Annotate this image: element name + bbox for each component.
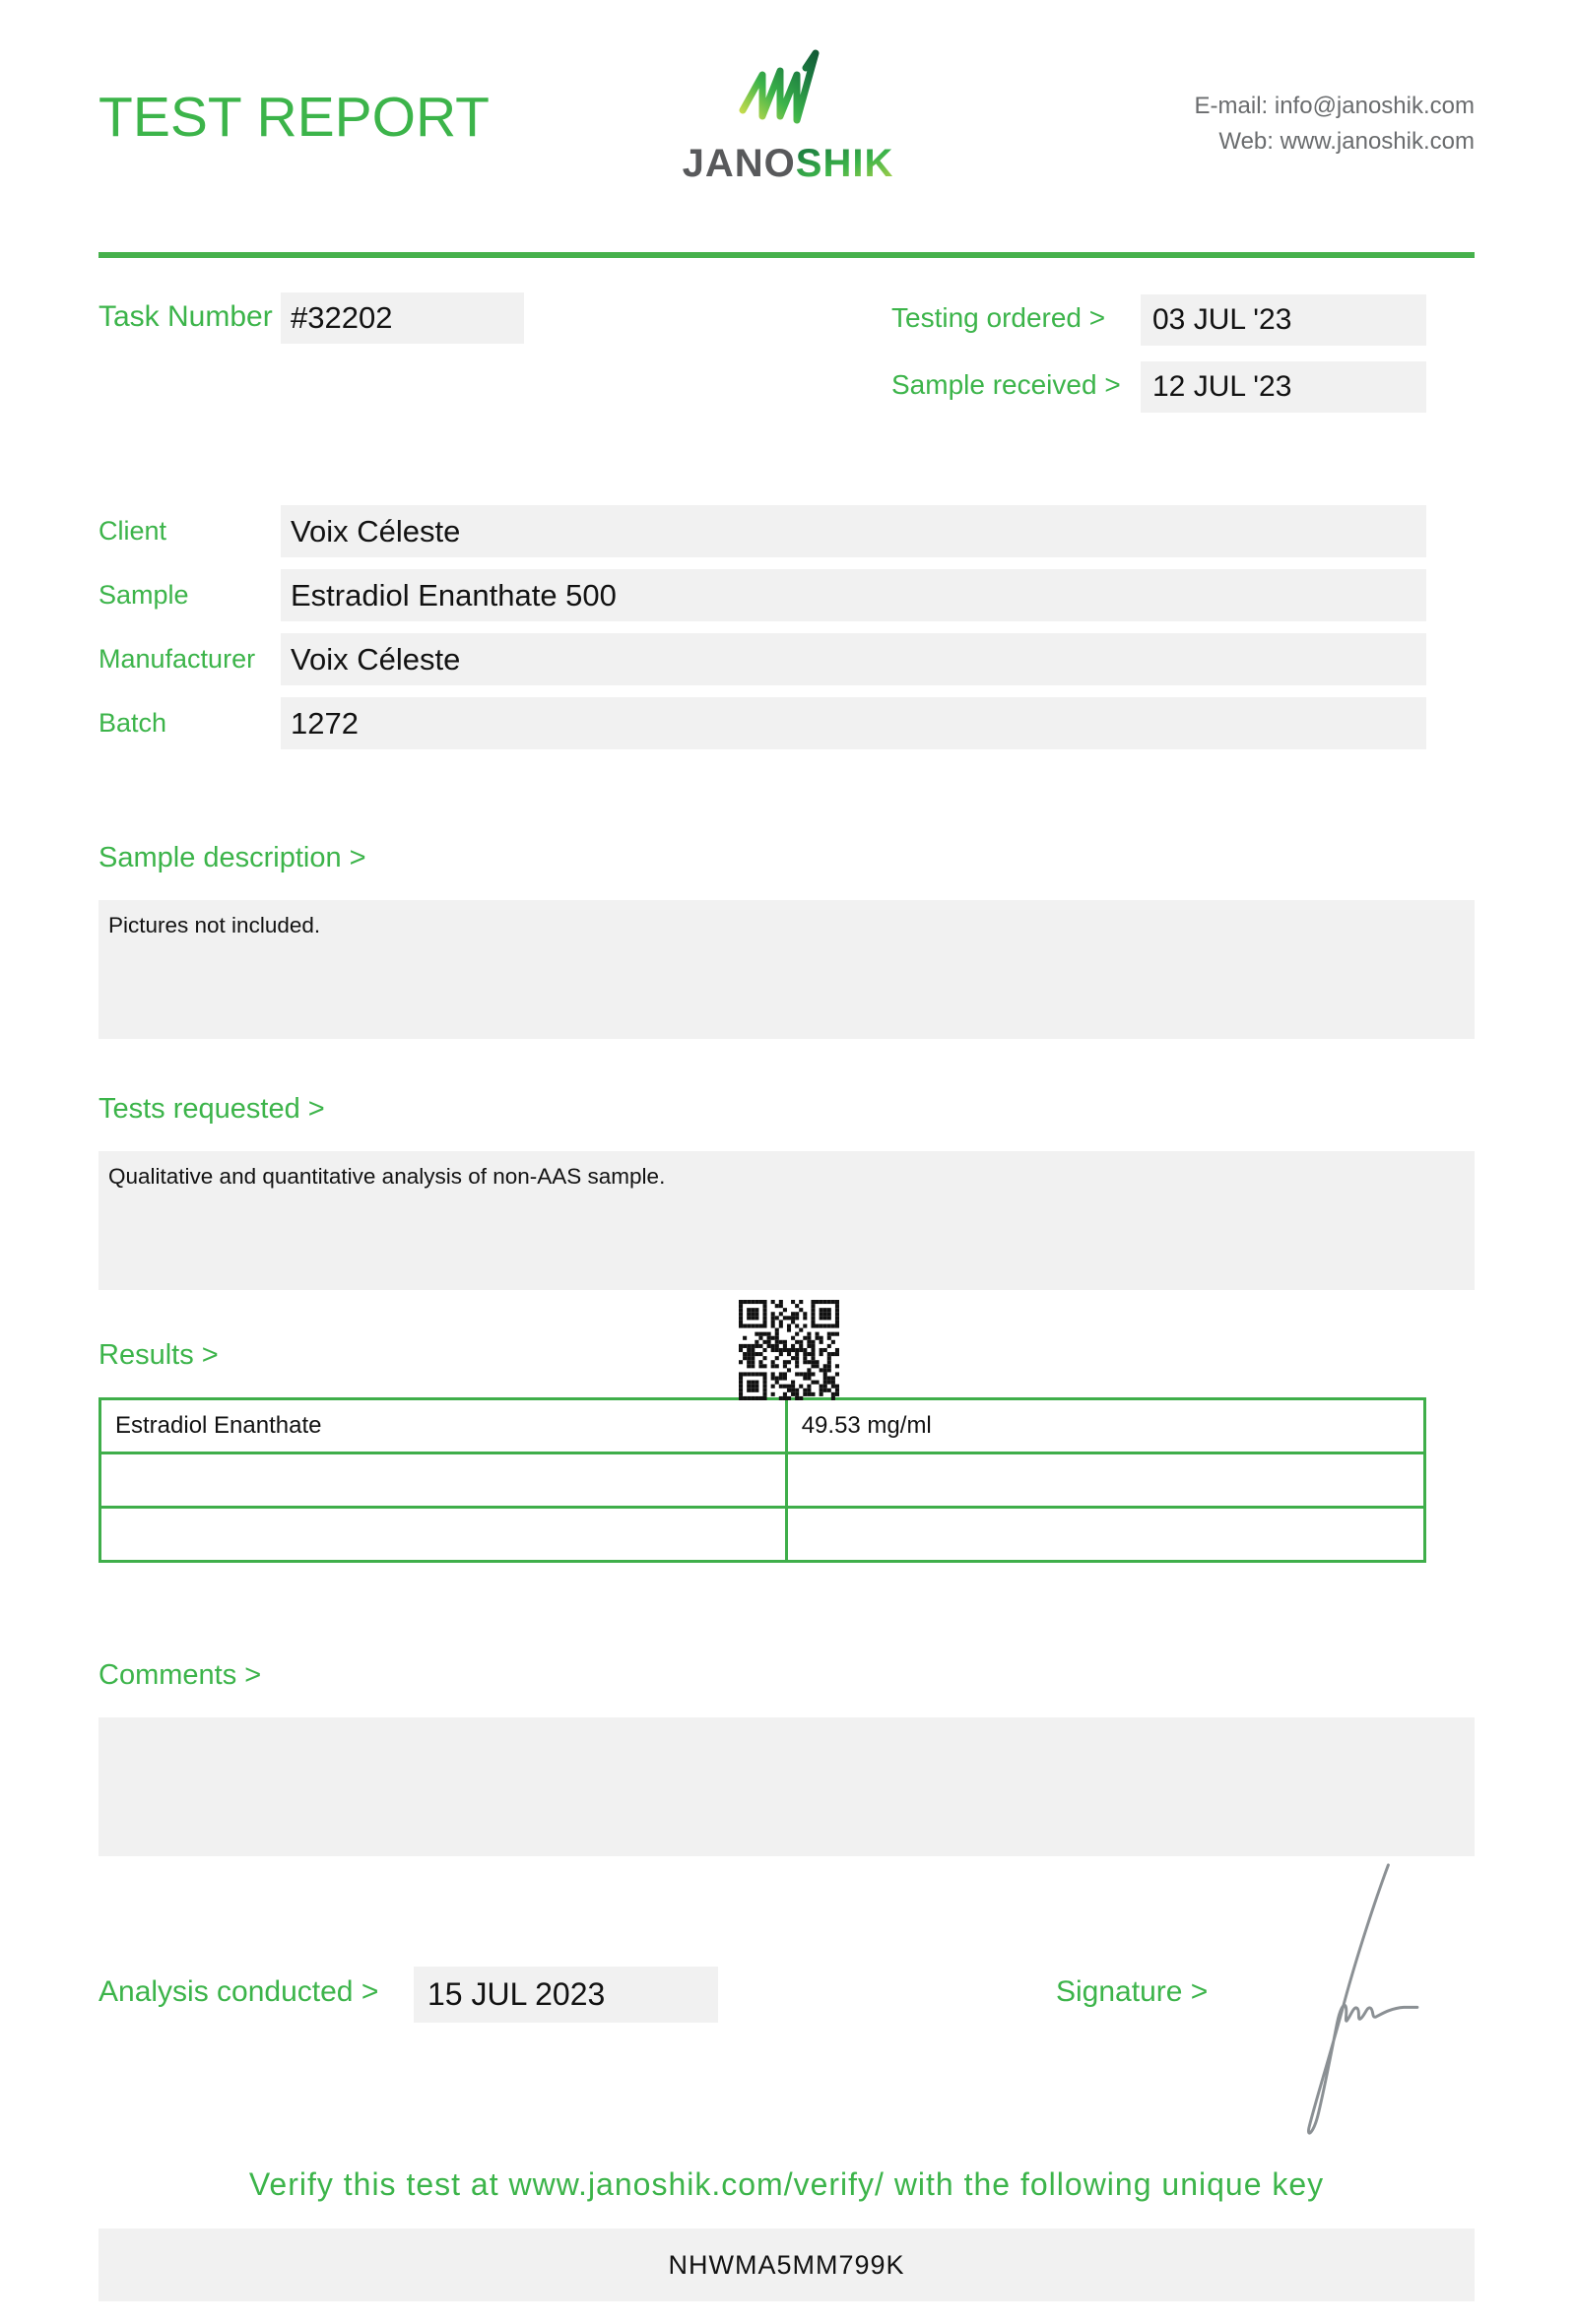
info-row-sample xyxy=(98,569,1475,621)
result-analyte xyxy=(100,1453,787,1508)
comments-section xyxy=(98,1659,1475,1856)
contact-web: Web: www.janoshik.com xyxy=(1218,128,1475,155)
testing-ordered-value: 03 JUL '23 xyxy=(1141,294,1426,346)
testing-ordered-label: Testing ordered > xyxy=(891,302,1106,333)
analysis-conducted-label: Analysis conducted > xyxy=(98,1975,379,2008)
task-section xyxy=(98,290,1475,423)
manufacturer-value: Voix Céleste xyxy=(281,633,1426,685)
contact-info xyxy=(1195,89,1475,160)
sample-description-box: Pictures not included. xyxy=(98,900,1475,1039)
batch-label: Batch xyxy=(98,708,167,738)
comments-heading: Comments > xyxy=(98,1659,262,1691)
logo-wordmark xyxy=(638,142,938,186)
sample-info-section xyxy=(98,505,1475,761)
sample-received-value: 12 JUL '23 xyxy=(1141,361,1426,413)
sample-value: Estradiol Enanthate 500 xyxy=(281,569,1426,621)
client-value: Voix Céleste xyxy=(281,505,1426,557)
signature-label: Signature > xyxy=(1056,1975,1209,2008)
page-title: TEST REPORT xyxy=(98,86,490,149)
result-row xyxy=(100,1399,1425,1453)
result-value: 49.53 mg/ml xyxy=(786,1399,1424,1453)
tests-requested-section xyxy=(98,1093,1475,1290)
results-heading: Results > xyxy=(98,1339,219,1371)
result-analyte xyxy=(100,1508,787,1562)
results-table xyxy=(98,1397,1426,1563)
unique-key-value: NHWMA5MM799K xyxy=(98,2228,1475,2301)
result-row xyxy=(100,1508,1425,1562)
result-analyte: Estradiol Enanthate xyxy=(100,1399,787,1453)
signature-image xyxy=(1271,1861,1438,2142)
result-value xyxy=(786,1453,1424,1508)
verify-instruction: Verify this test at www.janoshik.com/verify/ with the following unique key xyxy=(248,2166,1325,2202)
client-label: Client xyxy=(98,516,167,546)
sample-received-label: Sample received > xyxy=(891,369,1121,400)
analysis-date-value: 15 JUL 2023 xyxy=(414,1967,718,2023)
result-row xyxy=(100,1453,1425,1508)
info-row-batch xyxy=(98,697,1475,749)
trend-chart-icon xyxy=(735,45,841,140)
comments-box xyxy=(98,1717,1475,1856)
task-number-value: #32202 xyxy=(281,292,524,344)
info-row-client xyxy=(98,505,1475,557)
sample-description-section xyxy=(98,842,1475,1039)
tests-requested-box: Qualitative and quantitative analysis of non-AAS sample. xyxy=(98,1151,1475,1290)
analysis-signature-row xyxy=(98,1962,1475,2021)
header xyxy=(98,0,1475,254)
logo-text-shik: SHIK xyxy=(795,142,894,185)
info-row-manufacturer xyxy=(98,633,1475,685)
manufacturer-label: Manufacturer xyxy=(98,644,256,674)
sample-label: Sample xyxy=(98,580,189,610)
tests-requested-heading: Tests requested > xyxy=(98,1093,325,1125)
header-divider xyxy=(98,252,1475,258)
sample-description-heading: Sample description > xyxy=(98,842,366,873)
qr-code xyxy=(739,1300,839,1400)
results-section xyxy=(98,1339,1475,1563)
result-value xyxy=(786,1508,1424,1562)
contact-email: E-mail: info@janoshik.com xyxy=(1194,93,1475,119)
batch-value: 1272 xyxy=(281,697,1426,749)
task-number-label: Task Number xyxy=(98,300,273,333)
logo-text-jano: JANO xyxy=(682,142,796,185)
janoshik-logo xyxy=(638,45,938,186)
